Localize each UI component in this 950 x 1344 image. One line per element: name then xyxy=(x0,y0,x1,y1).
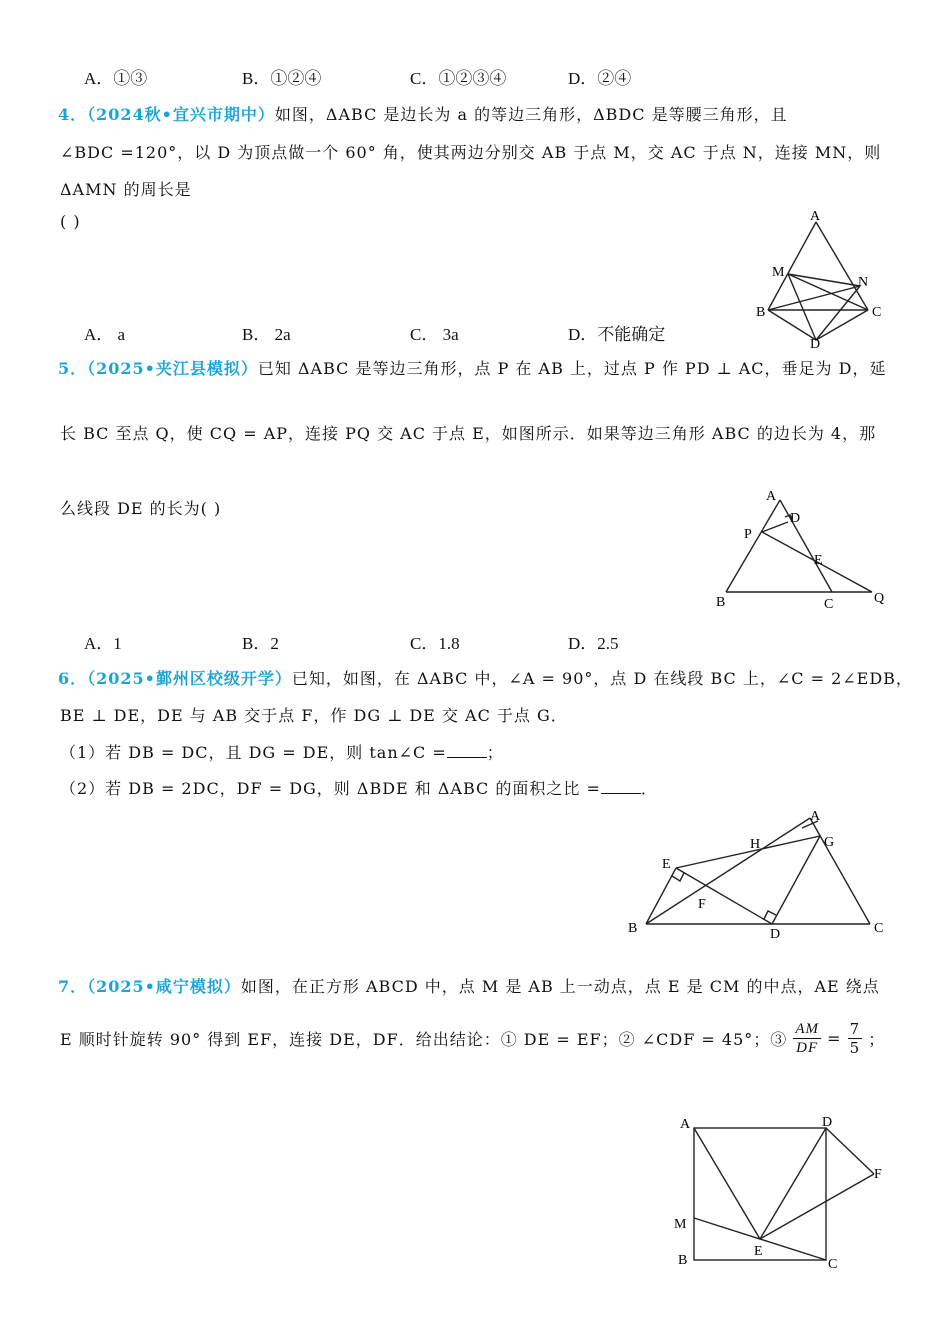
q3-option-a: A．①③ xyxy=(84,69,148,88)
q4-question xyxy=(58,102,788,125)
q6-label-h: H xyxy=(750,837,761,852)
q4-option-b: B． 2a xyxy=(242,325,291,344)
q4-option-a: A． a xyxy=(84,325,126,344)
q7-label-c: C xyxy=(828,1257,838,1272)
q4-label-m: M xyxy=(772,265,785,280)
q5-label-e: E xyxy=(814,553,823,568)
q7-line2: E 顺时针旋转 90° 得到 EF，连接 DE，DF．给出结论：① DE = EF；② ∠CDF = 45°；③ xyxy=(60,1030,788,1049)
q5-line1: 已知 ΔABC 是等边三角形，点 P 在 AB 上，过点 P 作 PD ⊥ AC，垂足为 D，延 xyxy=(257,359,887,378)
q6-sub1-end: ； xyxy=(486,743,504,762)
q4-label-b: B xyxy=(756,305,766,320)
q7-frac-r-num: 7 xyxy=(849,1020,861,1038)
q6-label-c: C xyxy=(874,921,884,936)
q6-label-e: E xyxy=(662,857,671,872)
q7-label-b: B xyxy=(678,1253,688,1268)
q6-line2: BE ⊥ DE，DE 与 AB 交于点 F，作 DG ⊥ DE 交 AC 于点 G． xyxy=(60,706,568,725)
q3-option-c: C．①②③④ xyxy=(410,69,507,88)
q4-line1: 如图，ΔABC 是边长为 a 的等边三角形，ΔBDC 是等腰三角形，且 xyxy=(274,105,788,124)
q6-source: 6．（2025•鄞州区校级开学） xyxy=(58,669,292,688)
q7-fraction-am-df xyxy=(793,1020,821,1057)
q5-line2: 长 BC 至点 Q，使 CQ = AP，连接 PQ 交 AC 于点 E，如图所示．如果等边三角形 ABC 的边长为 4，那 xyxy=(60,424,877,443)
q6-label-a: A xyxy=(810,809,821,824)
q6-sub1-blank xyxy=(447,743,487,758)
q5-label-d: D xyxy=(790,511,801,526)
q4-label-n: N xyxy=(858,275,869,290)
q4-line2: ∠BDC =120°，以 D 为顶点做一个 60° 角，使其两边分别交 AB 于点 M，交 AC 于点 N，连接 MN，则 xyxy=(60,143,882,162)
q5-option-d: D．2.5 xyxy=(568,634,619,653)
q5-label-p: P xyxy=(744,527,752,542)
q4-paren: ( ) xyxy=(60,212,81,231)
q5-line3: 么线段 DE 的长为( ) xyxy=(60,499,222,518)
q6-figure xyxy=(620,800,900,945)
q3-option-b: B．①②④ xyxy=(242,69,322,88)
q7-frac-eq: = xyxy=(827,1029,842,1048)
q4-label-c: C xyxy=(872,305,882,320)
q7-label-m: M xyxy=(674,1217,687,1232)
q5-label-c: C xyxy=(824,597,834,612)
q5-question xyxy=(58,356,886,379)
q7-frac-r-den: 5 xyxy=(849,1039,861,1057)
q7-label-d: D xyxy=(822,1115,833,1130)
q5-figure xyxy=(706,482,896,612)
q5-label-q: Q xyxy=(874,591,885,606)
q4-figure xyxy=(750,208,900,348)
q7-frac-den: DF xyxy=(796,1040,819,1056)
q4-label-d: D xyxy=(810,337,821,348)
q7-label-a: A xyxy=(680,1117,691,1132)
q6-sub2 xyxy=(60,776,658,799)
q4-source: 4．（2024秋•宜兴市期中） xyxy=(58,105,275,124)
q7-frac-num: AM xyxy=(795,1021,820,1037)
q5-option-c: C．1.8 xyxy=(410,634,460,653)
q6-sub2-text: （2）若 DB = 2DC，DF = DG，则 ΔBDE 和 ΔABC 的面积之比 = xyxy=(60,779,601,798)
q5-label-a: A xyxy=(766,489,777,504)
q6-sub2-end: ． xyxy=(640,779,658,798)
q6-sub1 xyxy=(60,740,504,763)
q7-line2-wrap xyxy=(60,1020,885,1057)
q6-sub2-blank xyxy=(601,779,641,794)
q7-line1: 如图，在正方形 ABCD 中，点 M 是 AB 上一动点，点 E 是 CM 的中点，AE 绕点 xyxy=(240,977,880,996)
q7-line2-end: ； xyxy=(868,1030,886,1049)
q6-sub1-text: （1）若 DB = DC，且 DG = DE，则 tan∠C = xyxy=(60,743,447,762)
q4-line3: ΔAMN 的周长是 xyxy=(60,180,192,199)
q5-label-b: B xyxy=(716,595,726,610)
q6-label-b: B xyxy=(628,921,638,936)
q7-figure xyxy=(668,1108,898,1278)
q3-option-d: D．②④ xyxy=(568,69,632,88)
q4-option-c: C． 3a xyxy=(410,325,459,344)
q5-option-a: A．1 xyxy=(84,634,122,653)
q5-source: 5．（2025•夹江县模拟） xyxy=(58,359,258,378)
q6-question xyxy=(58,666,913,689)
q4-label-a: A xyxy=(810,209,821,224)
q6-label-f: F xyxy=(698,897,706,912)
q6-label-d: D xyxy=(770,927,781,942)
q7-fraction-7-5 xyxy=(848,1020,863,1057)
q7-label-f: F xyxy=(874,1167,882,1182)
q7-question xyxy=(58,974,880,997)
q4-option-d: D．不能确定 xyxy=(568,325,666,344)
q7-source: 7．（2025•咸宁模拟） xyxy=(58,977,241,996)
q7-label-e: E xyxy=(754,1244,763,1259)
q6-label-g: G xyxy=(824,835,835,850)
q6-line1: 已知，如图，在 ΔABC 中，∠A = 90°，点 D 在线段 BC 上，∠C = 2∠EDB， xyxy=(291,669,913,688)
q5-option-b: B．2 xyxy=(242,634,279,653)
